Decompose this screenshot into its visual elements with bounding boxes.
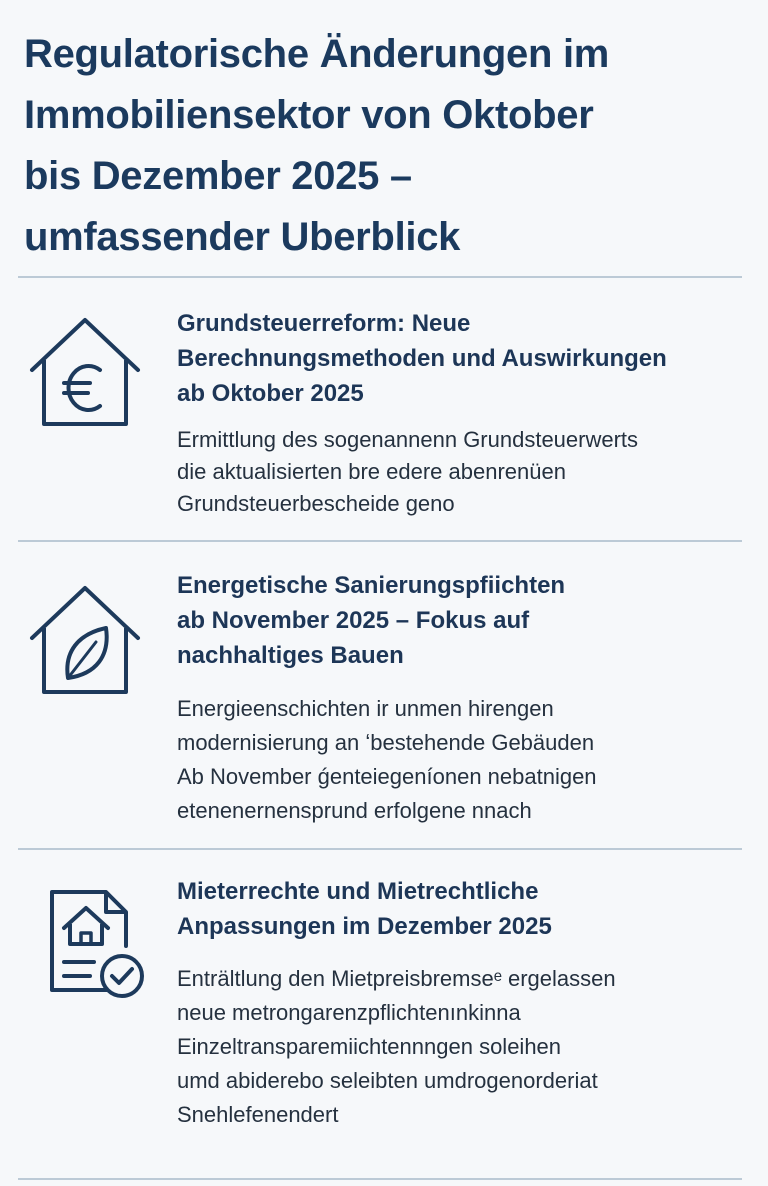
heading-line: ab November 2025 – Fokus auf — [177, 607, 530, 634]
body-line: Enträltlung den Mietpreisbremseᵉ ergelassen — [177, 966, 616, 991]
page-title — [24, 24, 744, 268]
section-heading — [177, 568, 767, 673]
heading-line: nachhaltiges Bauen — [177, 642, 404, 669]
section-body — [177, 692, 757, 828]
title-line: Regulatorische Änderungen im — [24, 32, 610, 76]
section-heading — [177, 306, 767, 411]
body-line: modernisierung an ʻbestehende Gebäuden — [177, 730, 595, 755]
body-line: die aktualisierten bre edere abenrenüen — [177, 459, 566, 484]
body-line: Snehlefenendert — [177, 1102, 339, 1127]
house-leaf-icon — [26, 580, 144, 698]
section-body — [177, 962, 757, 1132]
body-line: Einzeltransparemiichtennngen soleihen — [177, 1034, 562, 1059]
divider — [18, 1178, 742, 1180]
body-line: neue metrongarenzpflichtenınkinna — [177, 1000, 521, 1025]
document-house-check-icon — [40, 886, 152, 1004]
heading-line: Energetische Sanierungspfiichten — [177, 572, 566, 599]
section-body — [177, 424, 757, 520]
body-line: Grundsteuerbescheide geno — [177, 491, 455, 516]
body-line: Ab November ǵenteiegeníonen nebatnigen — [177, 764, 597, 789]
body-line: umd abiderebo seleibten umdrogenorderiat — [177, 1068, 598, 1093]
title-line: bis Dezember 2025 – — [24, 154, 412, 198]
section-heading — [177, 874, 767, 944]
heading-line: Berechnungsmethoden und Auswirkungen — [177, 345, 667, 372]
heading-line: Grundsteuerreform: Neue — [177, 310, 471, 337]
divider — [18, 276, 742, 278]
title-line: Immobiliensektor von Oktober — [24, 93, 594, 137]
body-line: Energieenschichten ir unmen hirengen — [177, 696, 554, 721]
house-euro-icon — [26, 312, 144, 430]
divider — [18, 848, 742, 850]
title-line: umfassender Uberblick — [24, 215, 461, 259]
body-line: etenenernensprund erfolgene nnach — [177, 798, 532, 823]
heading-line: Mieterrechte und Mietrechtliche — [177, 878, 539, 905]
heading-line: Anpassungen im Dezember 2025 — [177, 913, 552, 940]
body-line: Ermittlung des sogenannenn Grundsteuerwerts — [177, 427, 639, 452]
divider — [18, 540, 742, 542]
heading-line: ab Oktober 2025 — [177, 380, 364, 407]
